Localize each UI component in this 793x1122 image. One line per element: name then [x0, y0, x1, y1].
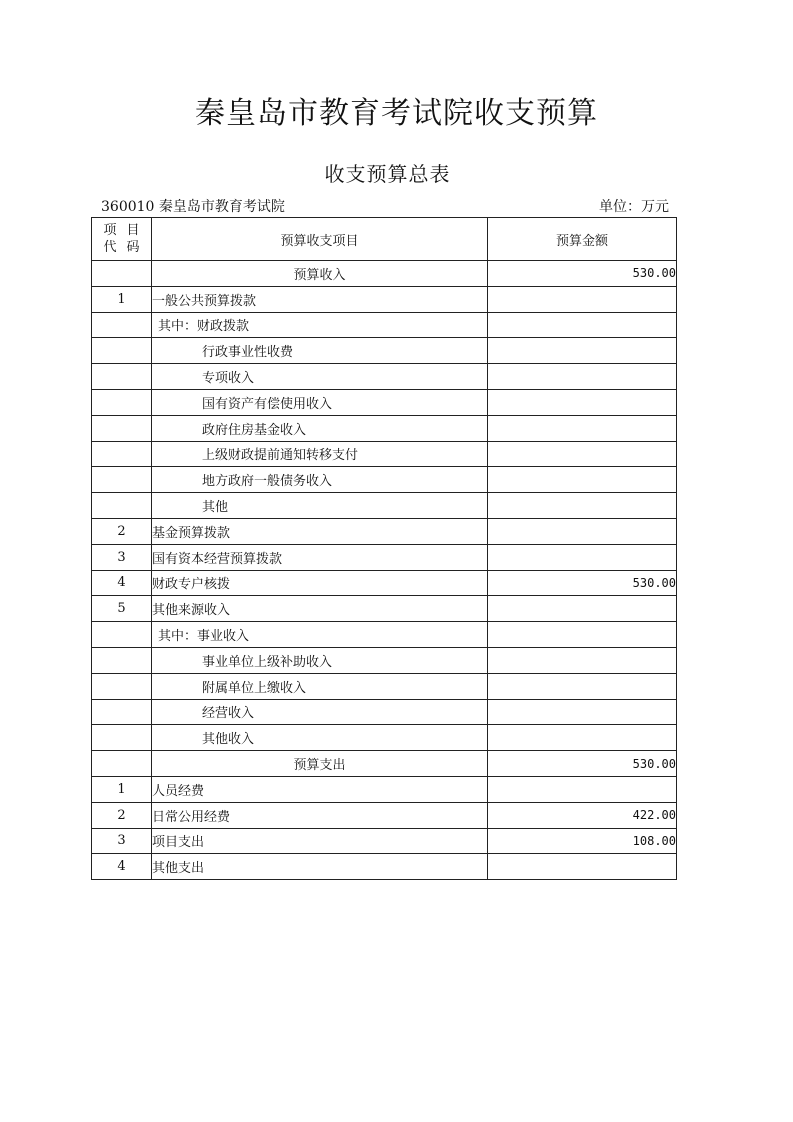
- section-heading: 预算收入: [152, 261, 488, 287]
- table-row: [92, 415, 677, 441]
- row-code: [92, 673, 152, 699]
- row-code: 4: [92, 570, 152, 596]
- row-amount: [488, 441, 677, 467]
- header-item: 预算收支项目: [152, 218, 488, 261]
- row-item: 事业单位上级补助收入: [152, 647, 488, 673]
- section-heading: 预算支出: [152, 751, 488, 777]
- row-amount: [488, 364, 677, 390]
- row-code: 3: [92, 828, 152, 854]
- row-code: 2: [92, 518, 152, 544]
- row-item: 其他支出: [152, 854, 488, 880]
- row-code: [92, 725, 152, 751]
- row-amount: 530.00: [488, 261, 677, 287]
- row-item: 其他: [152, 493, 488, 519]
- header-code-line1: 项目: [103, 223, 150, 238]
- row-amount: [488, 286, 677, 312]
- table-row: [92, 441, 677, 467]
- header-amount: 预算金额: [488, 218, 677, 261]
- row-item: 政府住房基金收入: [152, 415, 488, 441]
- table-row: [92, 389, 677, 415]
- row-code: [92, 441, 152, 467]
- table-row: [92, 776, 677, 802]
- table-row: [92, 338, 677, 364]
- row-amount: [488, 854, 677, 880]
- row-code: 1: [92, 776, 152, 802]
- unit-label: 单位：万元: [599, 199, 669, 215]
- row-amount: [488, 493, 677, 519]
- row-code: [92, 389, 152, 415]
- row-code: [92, 364, 152, 390]
- row-amount: 422.00: [488, 802, 677, 828]
- row-item: 专项收入: [152, 364, 488, 390]
- row-amount: [488, 415, 677, 441]
- row-amount: [488, 725, 677, 751]
- row-code: [92, 622, 152, 648]
- row-item: 财政专户核拨: [152, 570, 488, 596]
- row-item: 行政事业性收费: [152, 338, 488, 364]
- row-item: 其中：财政拨款: [152, 312, 488, 338]
- row-amount: [488, 673, 677, 699]
- table-body: [92, 261, 677, 880]
- row-amount: [488, 596, 677, 622]
- row-amount: 108.00: [488, 828, 677, 854]
- row-item: 项目支出: [152, 828, 488, 854]
- row-code: 3: [92, 544, 152, 570]
- organization-label: 360010 秦皇岛市教育考试院: [101, 199, 285, 215]
- header-code: [92, 218, 152, 261]
- table-row: [92, 622, 677, 648]
- row-code: [92, 751, 152, 777]
- table-subtitle: 收支预算总表: [324, 162, 451, 186]
- table-row: [92, 493, 677, 519]
- table-row: [92, 596, 677, 622]
- table-row: [92, 286, 677, 312]
- row-item: 一般公共预算拨款: [152, 286, 488, 312]
- row-amount: [488, 776, 677, 802]
- table-row: [92, 699, 677, 725]
- row-code: [92, 647, 152, 673]
- row-item: 上级财政提前通知转移支付: [152, 441, 488, 467]
- row-item: 经营收入: [152, 699, 488, 725]
- row-item: 其他收入: [152, 725, 488, 751]
- table-row: [92, 544, 677, 570]
- row-amount: [488, 338, 677, 364]
- row-amount: [488, 312, 677, 338]
- row-item: 基金预算拨款: [152, 518, 488, 544]
- row-code: [92, 467, 152, 493]
- row-code: 5: [92, 596, 152, 622]
- row-amount: [488, 389, 677, 415]
- row-code: [92, 261, 152, 287]
- row-amount: [488, 518, 677, 544]
- table-row: [92, 802, 677, 828]
- row-amount: [488, 699, 677, 725]
- row-code: 1: [92, 286, 152, 312]
- row-item: 其中：事业收入: [152, 622, 488, 648]
- row-code: [92, 699, 152, 725]
- row-amount: [488, 544, 677, 570]
- row-item: 国有资本经营预算拨款: [152, 544, 488, 570]
- table-row: [92, 364, 677, 390]
- table-row: [92, 467, 677, 493]
- document-title: 秦皇岛市教育考试院收支预算: [195, 96, 598, 131]
- row-item: 其他来源收入: [152, 596, 488, 622]
- row-code: [92, 312, 152, 338]
- row-code: [92, 415, 152, 441]
- table-row: [92, 312, 677, 338]
- table-row: [92, 518, 677, 544]
- table-row: [92, 261, 677, 287]
- table-row: [92, 647, 677, 673]
- table-row: [92, 751, 677, 777]
- row-item: 国有资产有偿使用收入: [152, 389, 488, 415]
- row-item: 附属单位上缴收入: [152, 673, 488, 699]
- table-header-row: [92, 218, 677, 261]
- row-amount: [488, 647, 677, 673]
- table-row: [92, 854, 677, 880]
- row-code: [92, 338, 152, 364]
- header-code-line2: 代码: [103, 240, 150, 255]
- row-item: 地方政府一般债务收入: [152, 467, 488, 493]
- table-row: [92, 725, 677, 751]
- table-row: [92, 673, 677, 699]
- row-amount: 530.00: [488, 570, 677, 596]
- row-item: 日常公用经费: [152, 802, 488, 828]
- row-amount: 530.00: [488, 751, 677, 777]
- row-code: 2: [92, 802, 152, 828]
- table-row: [92, 570, 677, 596]
- row-amount: [488, 622, 677, 648]
- row-amount: [488, 467, 677, 493]
- budget-summary-table: [91, 217, 677, 880]
- row-code: 4: [92, 854, 152, 880]
- row-code: [92, 493, 152, 519]
- row-item: 人员经费: [152, 776, 488, 802]
- table-row: [92, 828, 677, 854]
